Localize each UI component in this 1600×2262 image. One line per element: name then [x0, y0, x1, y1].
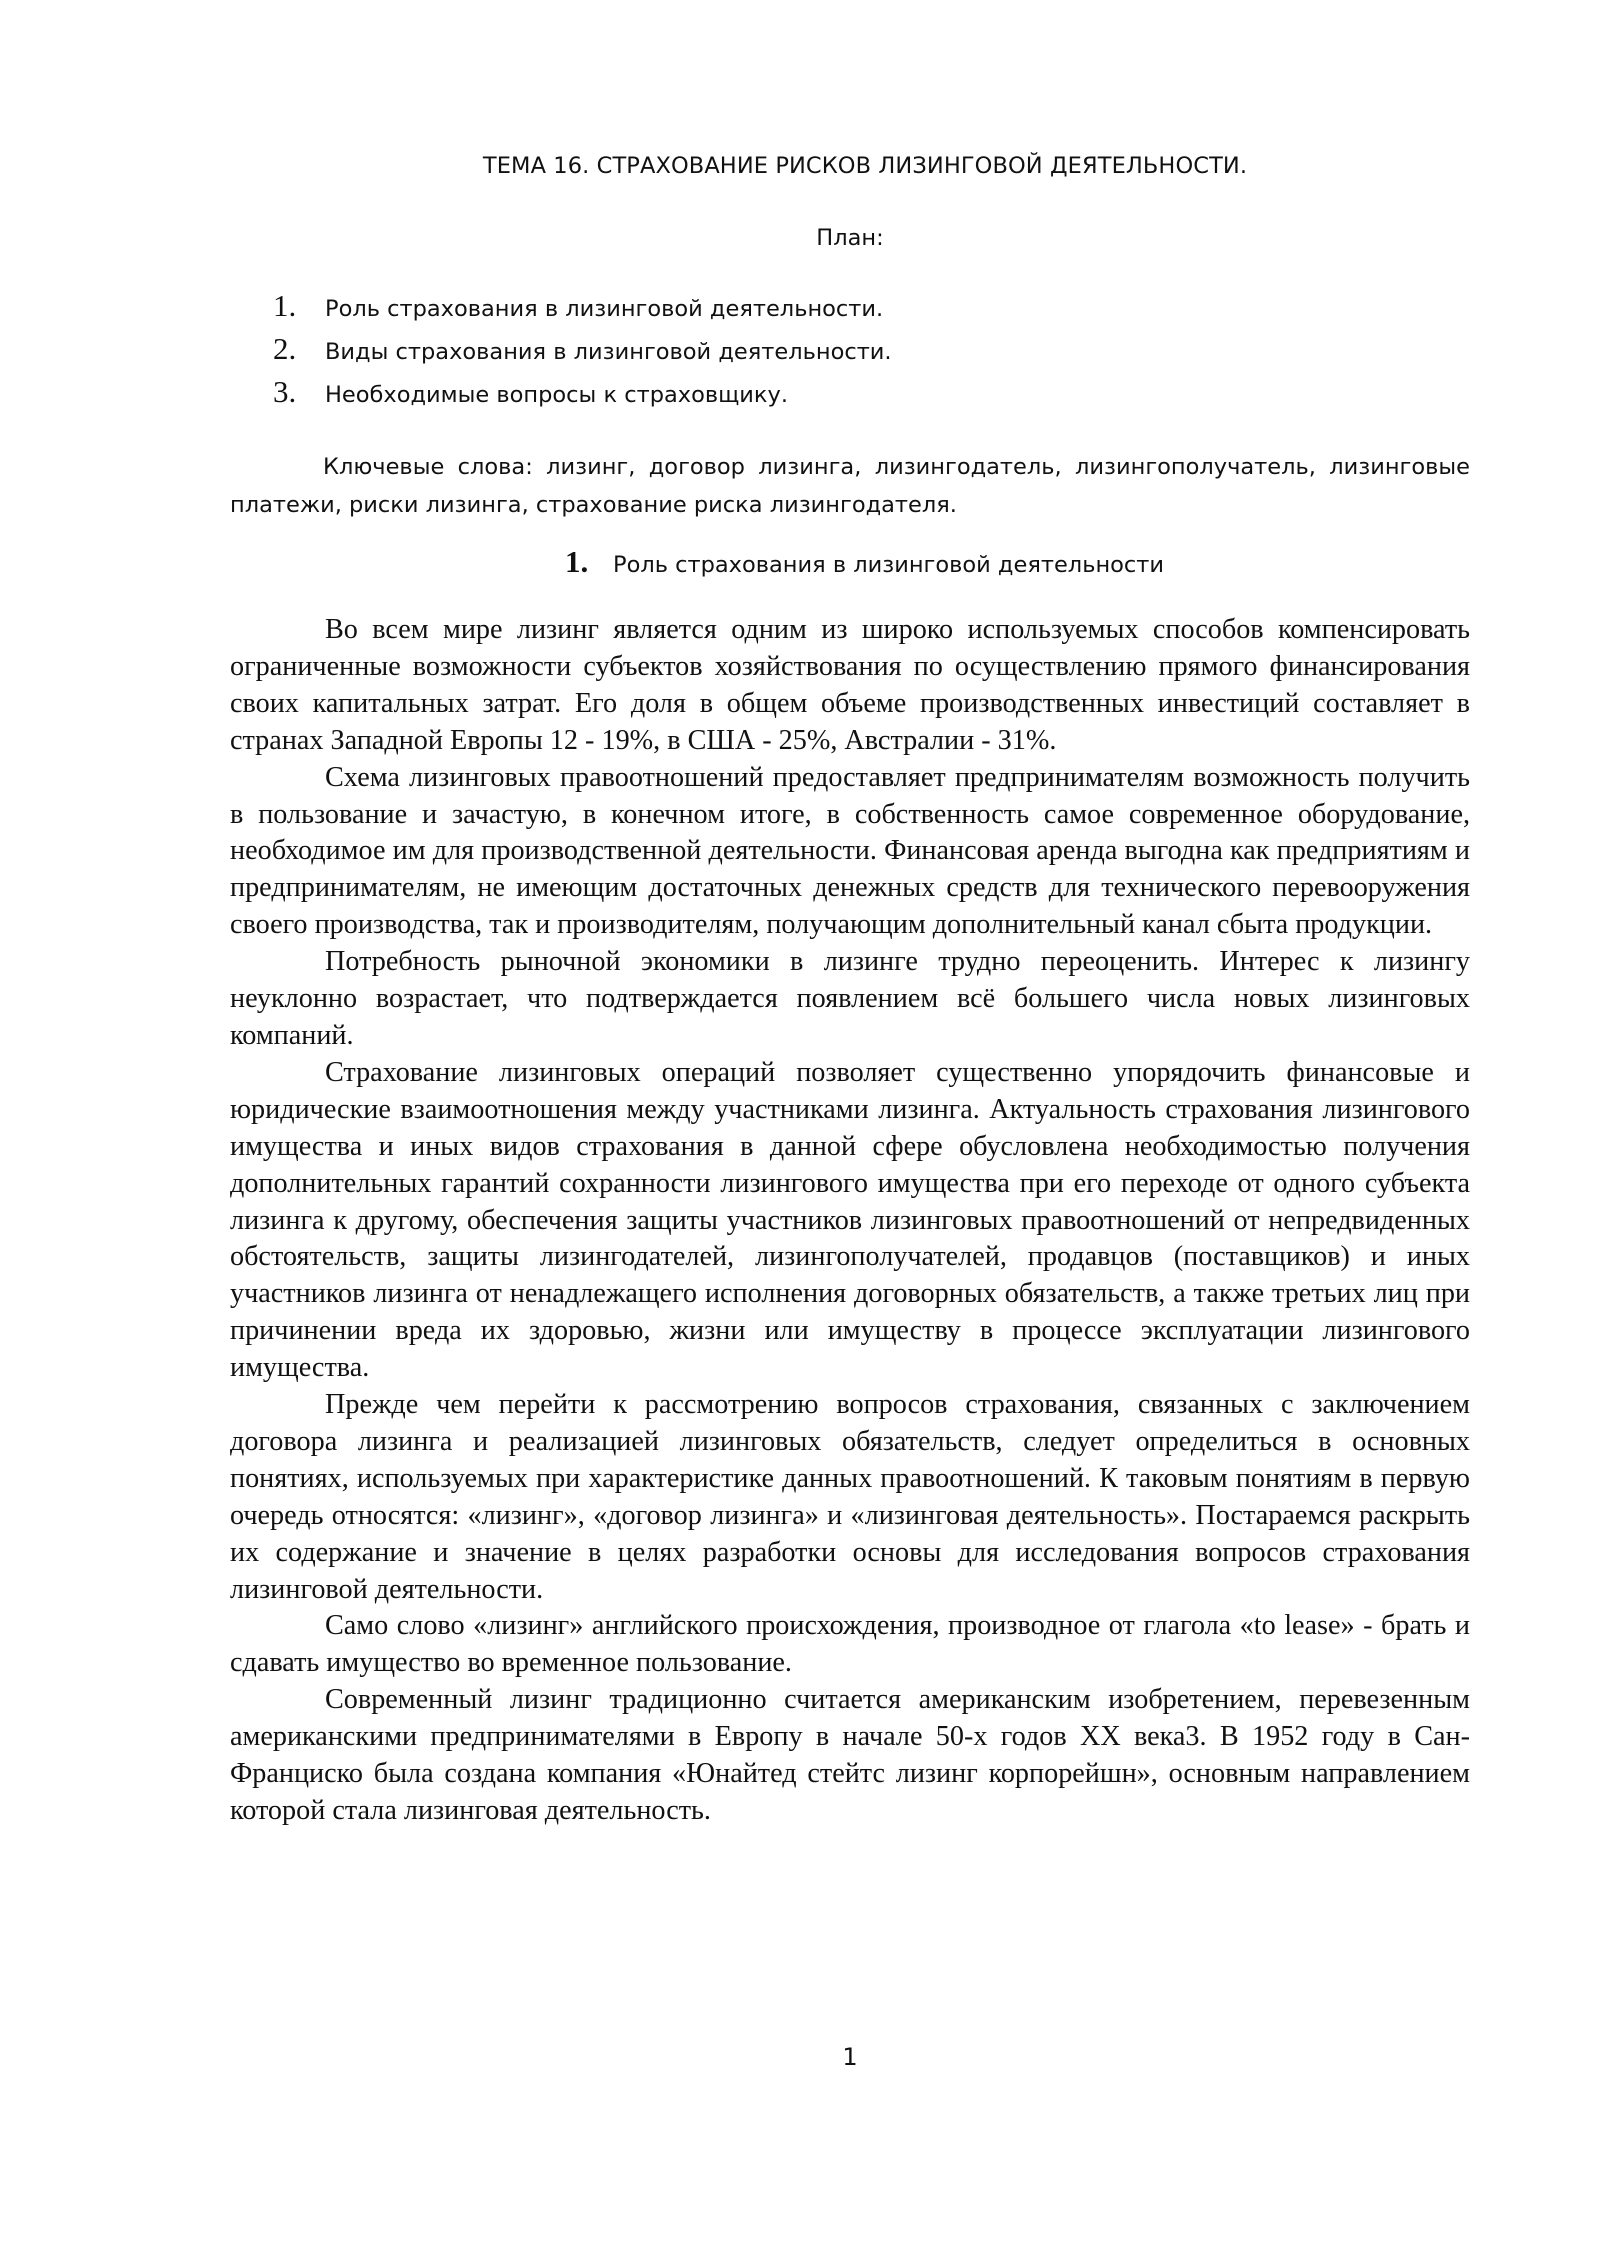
body-paragraph: Потребность рыночной экономики в лизинге трудно переоценить. Интерес к лизингу неуклонно возрастает, что подтверждается появлением всё большего числа новых лизинговых компаний.: [230, 946, 1470, 1051]
body-paragraph: Схема лизинговых правоотношений предоставляет предпринимателям возможность получить в пользование и зачастую, в конечном итоге, в собственность самое современное оборудование, необходимое им для производственной деятельности. Финансовая аренда выгодна как предприятиям и предпринимателям, не имеющим достаточных денежных средств для технического перевооружения своего производства, так и производителям, получающим дополнительный канал сбыта продукции.: [230, 761, 1470, 941]
page-number: 1: [842, 2043, 858, 2071]
section-heading-number: 1.: [565, 544, 589, 579]
plan-item-number: 3.: [273, 374, 297, 409]
document-title: ТЕМА 16. СТРАХОВАНИЕ РИСКОВ ЛИЗИНГОВОЙ ДЕЯТЕЛЬНОСТИ.: [482, 153, 1248, 179]
body-paragraph: Прежде чем перейти к рассмотрению вопросов страхования, связанных с заключением договора лизинга и реализацией лизинговых обязательств, следует определиться в основных понятиях, используемых при характеристике данных правоотношений. К таковым понятиям в первую очередь относятся: «лизинг», «договор лизинга» и «лизинговая деятельность». Постараемся раскрыть их содержание и значение в целях разработки основы для исследования вопросов страхования лизинговой деятельности.: [230, 1389, 1470, 1605]
section-heading-text: Роль страхования в лизинговой деятельности: [613, 552, 1165, 578]
plan-list: [273, 288, 892, 417]
body-paragraph: Современный лизинг традиционно считается американским изобретением, перевезенным американскими предпринимателями в Европу в начале 50-х годов XX века3. В 1952 году в Сан-Франциско была создана компания «Юнайтед стейтс лизинг корпорейшн», основным направлением которой стала лизинговая деятельность.: [230, 1684, 1470, 1826]
body-paragraph: Само слово «лизинг» английского происхождения, производное от глагола «to lease» - брать и сдавать имущество во временное пользование.: [230, 1610, 1470, 1679]
plan-item-text: Необходимые вопросы к страховщику.: [325, 382, 788, 408]
body-paragraph: Страхование лизинговых операций позволяет существенно упорядочить финансовые и юридические взаимоотношения между участниками лизинга. Актуальность страхования лизингового имущества и иных видов страхования в данной сфере обусловлена необходимостью получения дополнительных гарантий сохранности лизингового имущества при его переходе от одного субъекта лизинга к другому, обеспечения защиты участников лизинговых правоотношений от непредвиденных обстоятельств, защиты лизингодателей, лизингополучателей, продавцов (поставщиков) и иных участников лизинга от ненадлежащего исполнения договорных обязательств, а также третьих лиц при причинении вреда их здоровью, жизни или имуществу в процессе эксплуатации лизингового имущества.: [230, 1056, 1470, 1384]
section-heading: [565, 544, 1164, 580]
plan-item-number: 2.: [273, 331, 297, 366]
plan-item-text: Виды страхования в лизинговой деятельности.: [325, 339, 892, 365]
plan-item-text: Роль страхования в лизинговой деятельности.: [325, 296, 884, 322]
keywords-paragraph: Ключевые слова: лизинг, договор лизинга, лизингодатель, лизингополучатель, лизинговые платежи, риски лизинга, страхование риска лизингодателя.: [230, 454, 1470, 518]
plan-list-item: [273, 288, 892, 331]
plan-list-item: [273, 374, 892, 417]
plan-heading: План:: [816, 225, 884, 251]
plan-item-number: 1.: [273, 288, 297, 323]
plan-list-item: [273, 331, 892, 374]
body-text: [230, 612, 1470, 1830]
body-paragraph: Во всем мире лизинг является одним из широко используемых способов компенсировать ограниченные возможности субъектов хозяйствования по осуществлению прямого финансирования своих капитальных затрат. Его доля в общем объеме производственных инвестиций составляет в странах Западной Европы 12 - 19%, в США - 25%, Австралии - 31%.: [230, 614, 1470, 756]
